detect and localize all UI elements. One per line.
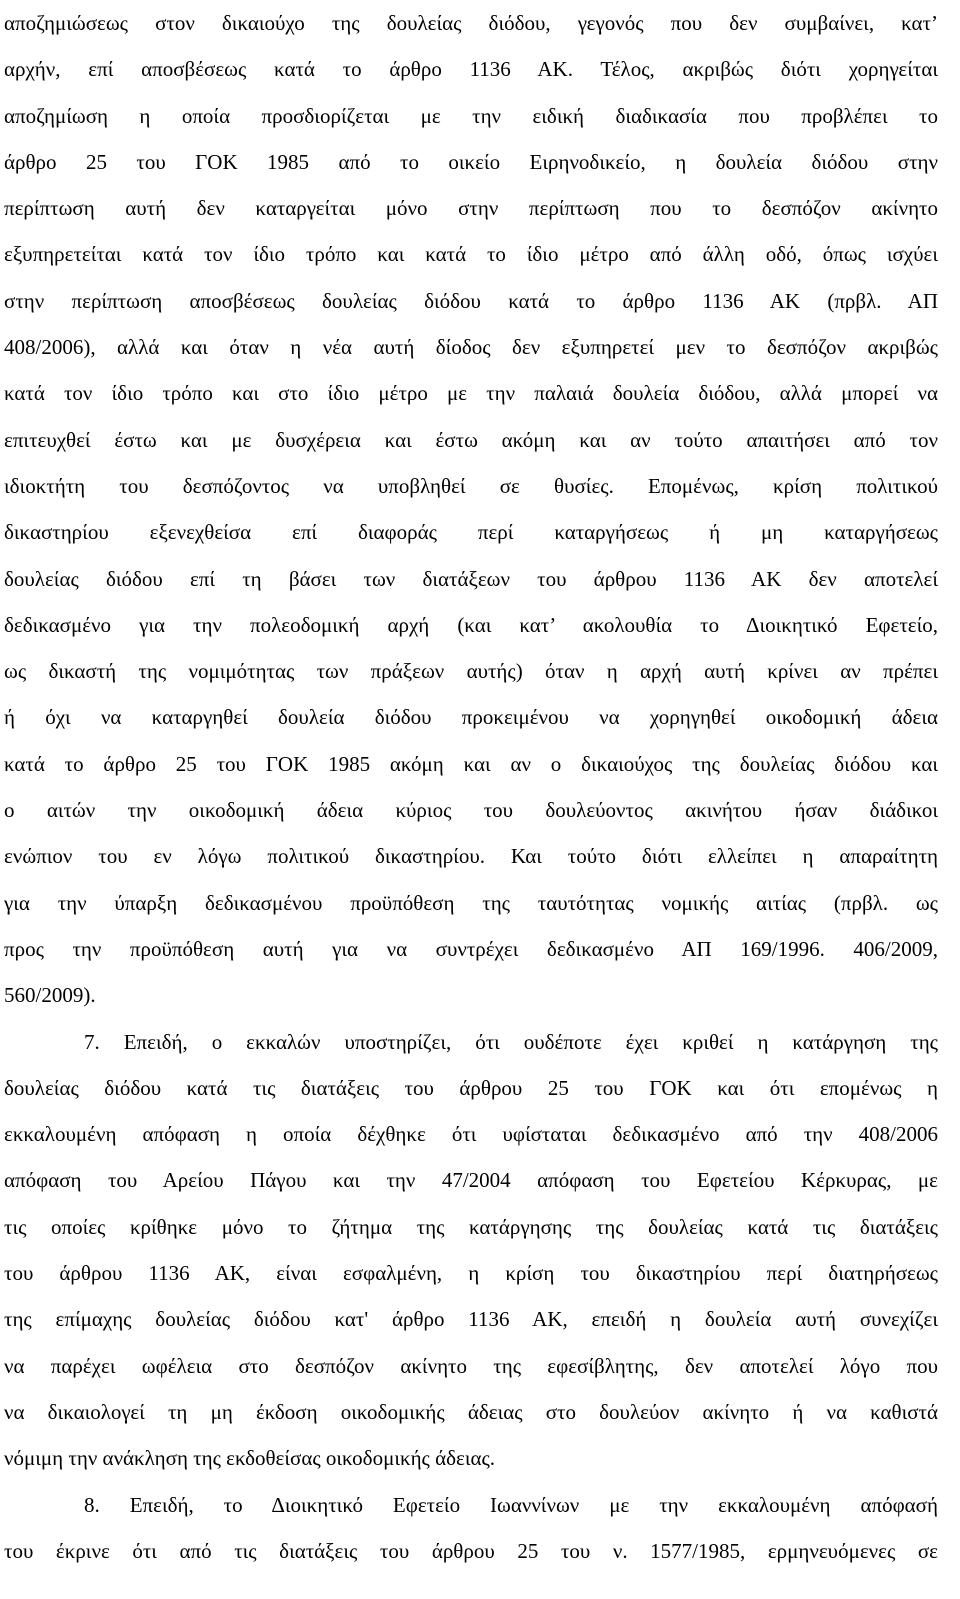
text-line: εκκαλουμένη απόφαση η οποία δέχθηκε ότι υφίσταται δεδικασμένο από την 408/2006 bbox=[4, 1122, 938, 1147]
document-page bbox=[4, 0, 938, 1574]
text-line: του έκρινε ότι από τις διατάξεις του άρθρου 25 του ν. 1577/1985, ερμηνευόμενες σε bbox=[4, 1538, 938, 1563]
text-line: 408/2006), αλλά και όταν η νέα αυτή δίοδος δεν εξυπηρετεί μεν το δεσπόζον ακριβώς bbox=[4, 335, 938, 360]
text-line: νόμιμη την ανάκληση της εκδοθείσας οικοδομικής άδειας. bbox=[4, 1446, 496, 1471]
text-line: 560/2009). bbox=[4, 983, 96, 1008]
text-line: για την ύπαρξη δεδικασμένου προϋπόθεση της ταυτότητας νομικής αιτίας (πρβλ. ως bbox=[4, 890, 938, 915]
text-line: προς την προϋπόθεση αυτή για να συντρέχει δεδικασμένο ΑΠ 169/1996. 406/2009, bbox=[4, 936, 938, 961]
text-line: στην περίπτωση αποσβέσεως δουλείας διόδου κατά το άρθρο 1136 ΑΚ (πρβλ. ΑΠ bbox=[4, 288, 938, 313]
text-line: δεδικασμένο για την πολεοδομική αρχή (και κατ’ ακολουθία το Διοικητικό Εφετείο, bbox=[4, 612, 938, 637]
text-line: της επίμαχης δουλείας διόδου κατ' άρθρο 1136 ΑΚ, επειδή η δουλεία αυτή συνεχίζει bbox=[4, 1307, 938, 1332]
text-line: δουλείας διόδου κατά τις διατάξεις του άρθρου 25 του ΓΟΚ και ότι επομένως η bbox=[4, 1075, 938, 1100]
text-line: 7. Επειδή, ο εκκαλών υποστηρίζει, ότι ουδέποτε έχει κριθεί η κατάργηση της bbox=[84, 1029, 938, 1054]
text-line: δικαστηρίου εξενεχθείσα επί διαφοράς περί καταργήσεως ή μη καταργήσεως bbox=[4, 520, 938, 545]
text-line: επιτευχθεί έστω και με δυσχέρεια και έστω ακόμη και αν τούτο απαιτήσει από τον bbox=[4, 427, 938, 452]
text-line: αποζημιώσεως στον δικαιούχο της δουλείας διόδου, γεγονός που δεν συμβαίνει, κατ’ bbox=[4, 11, 938, 35]
text-line: αποζημίωση η οποία προσδιορίζεται με την ειδική διαδικασία που προβλέπει το bbox=[4, 103, 938, 128]
text-line: να δικαιολογεί τη μη έκδοση οικοδομικής άδειας στο δουλεύον ακίνητο ή να καθιστά bbox=[4, 1399, 938, 1424]
text-line: περίπτωση αυτή δεν καταργείται μόνο στην περίπτωση που το δεσπόζον ακίνητο bbox=[4, 196, 938, 221]
text-line: 8. Επειδή, το Διοικητικό Εφετείο Ιωαννίνων με την εκκαλουμένη απόφασή bbox=[84, 1492, 938, 1517]
text-line: δουλείας διόδου επί τη βάσει των διατάξεων του άρθρου 1136 ΑΚ δεν αποτελεί bbox=[4, 566, 938, 591]
text-line: ο αιτών την οικοδομική άδεια κύριος του δουλεύοντος ακινήτου ήσαν διάδικοι bbox=[4, 798, 938, 823]
text-line: ενώπιον του εν λόγω πολιτικού δικαστηρίου. Και τούτο διότι ελλείπει η απαραίτητη bbox=[4, 844, 938, 869]
text-line: απόφαση του Αρείου Πάγου και την 47/2004 απόφαση του Εφετείου Κέρκυρας, με bbox=[4, 1168, 938, 1193]
text-line: να παρέχει ωφέλεια στο δεσπόζον ακίνητο της εφεσίβλητης, δεν αποτελεί λόγο που bbox=[4, 1353, 938, 1378]
text-line: του άρθρου 1136 ΑΚ, είναι εσφαλμένη, η κρίση του δικαστηρίου περί διατηρήσεως bbox=[4, 1261, 938, 1286]
paragraph-continued bbox=[4, 0, 938, 1019]
text-line: αρχήν, επί αποσβέσεως κατά το άρθρο 1136 ΑΚ. Τέλος, ακριβώς διότι χορηγείται bbox=[4, 57, 938, 82]
paragraph-7 bbox=[4, 1019, 938, 1482]
text-line: ως δικαστή της νομιμότητας των πράξεων αυτής) όταν η αρχή αυτή κρίνει αν πρέπει bbox=[4, 659, 938, 684]
text-line: ιδιοκτήτη του δεσπόζοντος να υποβληθεί σε θυσίες. Επομένως, κρίση πολιτικού bbox=[4, 473, 938, 498]
paragraph-8 bbox=[4, 1482, 938, 1575]
text-line: κατά τον ίδιο τρόπο και στο ίδιο μέτρο με την παλαιά δουλεία διόδου, αλλά μπορεί να bbox=[4, 381, 938, 406]
text-line: άρθρο 25 του ΓΟΚ 1985 από το οικείο Ειρηνοδικείο, η δουλεία διόδου στην bbox=[4, 149, 938, 174]
text-line: κατά το άρθρο 25 του ΓΟΚ 1985 ακόμη και αν ο δικαιούχος της δουλείας διόδου και bbox=[4, 751, 938, 776]
text-line: ή όχι να καταργηθεί δουλεία διόδου προκειμένου να χορηγηθεί οικοδομική άδεια bbox=[4, 705, 938, 730]
text-line: εξυπηρετείται κατά τον ίδιο τρόπο και κατά το ίδιο μέτρο από άλλη οδό, όπως ισχύει bbox=[4, 242, 938, 267]
text-line: τις οποίες κρίθηκε μόνο το ζήτημα της κατάργησης της δουλείας κατά τις διατάξεις bbox=[4, 1214, 938, 1239]
